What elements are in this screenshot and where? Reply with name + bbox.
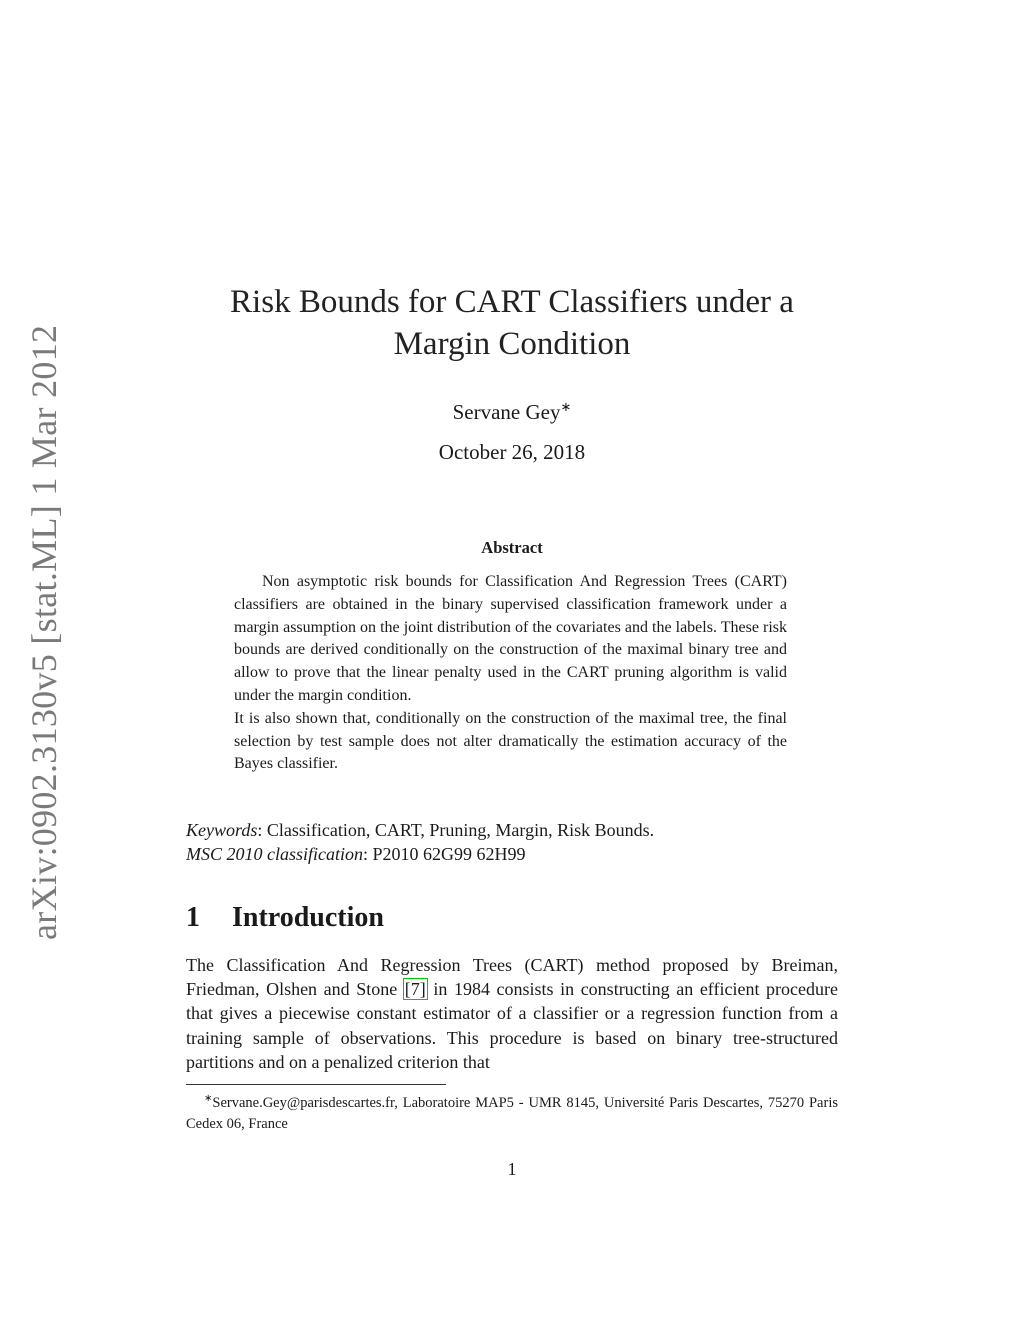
citation-link[interactable]: [7] — [404, 979, 426, 1000]
page-number: 1 — [507, 1159, 517, 1179]
intro-paragraph — [186, 953, 838, 1074]
intro-text-before-citation: The Classification And Regression Trees (CART) method proposed by Breiman, Friedman, Olshen and Stone — [186, 955, 838, 1000]
section-heading — [186, 900, 838, 936]
author-footnote-mark[interactable]: ∗ — [560, 399, 572, 414]
keywords-value: : Classification, CART, Pruning, Margin, Risk Bounds. — [257, 820, 655, 840]
section-number: 1 — [186, 902, 200, 933]
intro-text-after-citation: in 1984 consists in constructing an efficient procedure that gives a piecewise constant estimator of a classifier or a regression function from a training sample of observations. This procedure is based on binary tree-structured partitions and on a penalized criterion that — [186, 979, 838, 1072]
abstract-body — [234, 571, 787, 776]
abstract-heading: Abstract — [481, 538, 543, 557]
author-name: Servane Gey — [452, 400, 561, 424]
footnote-rule — [186, 1084, 446, 1085]
arxiv-identifier-stamp: arXiv:0902.3130v5 [stat.ML] 1 Mar 2012 — [24, 324, 64, 940]
abstract-paragraph-2: It is also shown that, conditionally on the construction of the maximal tree, the final selection by test sample does not alter dramatically the estimation accuracy of the Bayes classifier. — [234, 709, 787, 773]
keywords-line — [186, 818, 838, 842]
keywords-block — [186, 818, 838, 866]
section-title: Introduction — [232, 902, 384, 933]
title-line-1: Risk Bounds for CART Classifiers under a — [230, 284, 794, 320]
paper-title — [186, 281, 838, 365]
footnote-mark: ∗ — [204, 1093, 213, 1104]
author — [186, 393, 838, 426]
keywords-label: Keywords — [186, 820, 258, 840]
paper-date: October 26, 2018 — [438, 440, 586, 464]
footnote-text: Servane.Gey@parisdescartes.fr, Laboratoire MAP5 - UMR 8145, Université Paris Descartes, 75270 Paris Cedex 06, France — [186, 1094, 838, 1132]
msc-line — [186, 842, 838, 866]
abstract-paragraph-1: Non asymptotic risk bounds for Classification And Regression Trees (CART) classifiers are obtained in the binary supervised classification framework under a margin assumption on the joint distribution of the covariates and the labels. These risk bounds are derived conditionally on the construction of the maximal binary tree and allow to prove that the linear penalty used in the CART pruning algorithm is valid under the margin condition. — [234, 573, 787, 704]
footnote — [186, 1088, 838, 1135]
title-line-2: Margin Condition — [393, 326, 631, 362]
msc-value: : P2010 62G99 62H99 — [363, 844, 526, 864]
msc-label: MSC 2010 classification — [186, 844, 363, 864]
